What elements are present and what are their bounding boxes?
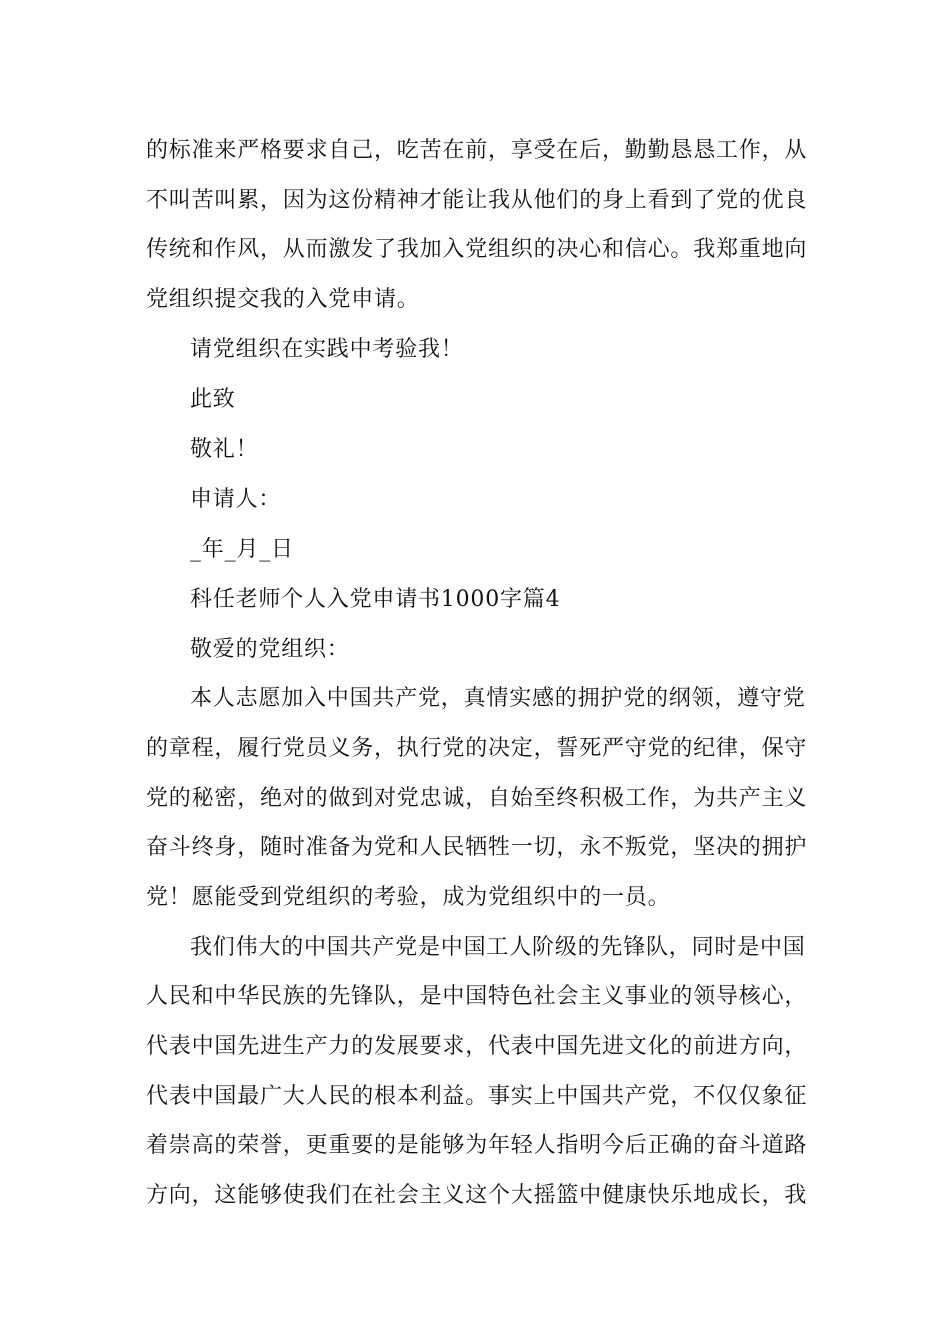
text-line: 党！愿能受到党组织的考验，成为党组织中的一员。: [146, 885, 671, 910]
greeting: 敬爱的党组织：: [190, 637, 350, 662]
date-line: _年_月_日: [190, 537, 294, 562]
text-line: 传统和作风，从而激发了我加入党组织的决心和信心。我郑重地向: [146, 237, 808, 262]
text-line: 代表中国先进生产力的发展要求，代表中国先进文化的前进方向，: [146, 1034, 808, 1059]
text-line: 本人志愿加入中国共产党，真情实感的拥护党的纲领，遵守党: [190, 686, 806, 711]
text-line: 党的秘密，绝对的做到对党忠诚，自始至终积极工作，为共产主义: [146, 786, 808, 811]
text-line: 的章程，履行党员义务，执行党的决定，誓死严守党的纪律，保守: [146, 736, 808, 761]
text-line: 党组织提交我的入党申请。: [146, 287, 420, 312]
text-line: 请党组织在实践中考验我！: [190, 337, 464, 362]
closing-salutation: 敬礼！: [190, 437, 259, 462]
text-line: 不叫苦叫累，因为这份精神才能让我从他们的身上看到了党的优良: [146, 188, 808, 213]
text-line: 人民和中华民族的先锋队，是中国特色社会主义事业的领导核心，: [146, 984, 808, 1009]
text-line: 我们伟大的中国共产党是中国工人阶级的先锋队，同时是中国: [190, 935, 806, 960]
applicant-label: 申请人：: [190, 487, 282, 512]
text-line: 的标准来严格要求自己，吃苦在前，享受在后，勤勤恳恳工作，从: [146, 138, 808, 163]
closing-salutation: 此致: [190, 387, 236, 412]
section-title: 科任老师个人入党申请书1000字篇4: [190, 587, 561, 612]
text-line: 着崇高的荣誉，更重要的是能够为年轻人指明今后正确的奋斗道路: [146, 1133, 808, 1158]
text-line: 代表中国最广大人民的根本利益。事实上中国共产党，不仅仅象征: [146, 1084, 808, 1109]
text-line: 方向，这能够使我们在社会主义这个大摇篮中健康快乐地成长，我: [146, 1183, 808, 1208]
text-line: 奋斗终身，随时准备为党和人民牺牲一切，永不叛党，坚决的拥护: [146, 835, 808, 860]
